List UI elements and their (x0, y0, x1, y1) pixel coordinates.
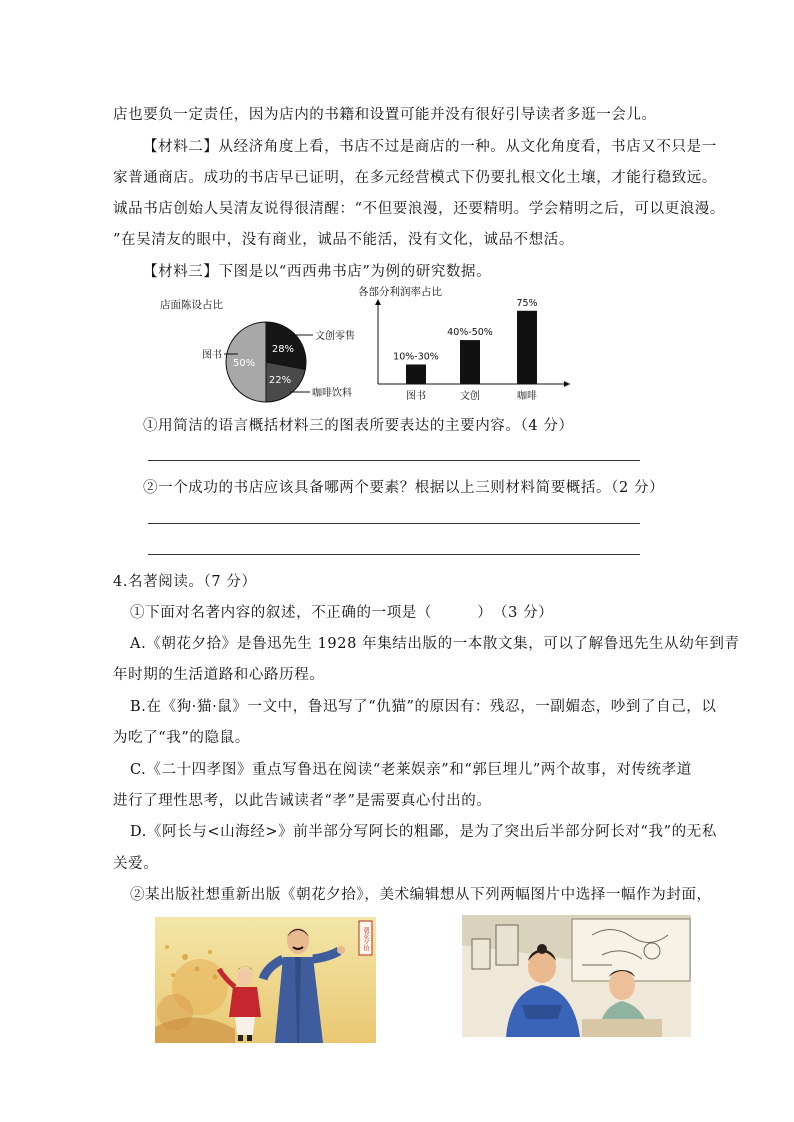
text-line: 诚品书店创始人吴清友说得很清醒：“不但要浪漫，还要精明。学会精明之后，可以更浪漫。 (113, 201, 726, 217)
material-three-line: 【材料三】下图是以“西西弗书店”为例的研究数据。 (143, 264, 492, 280)
section-4-question-1: ①下面对名著内容的叙述，不正确的一项是（ ） （3 分） (130, 605, 554, 621)
bar-1 (460, 340, 480, 384)
option-a: A.《朝花夕拾》是鲁迅先生 1928 年集结出版的一本散文集，可以了解鲁迅先生从幼年到青 (130, 636, 740, 652)
text-line: 店也要负一定责任，因为店内的书籍和设置可能并没有很好引导读者多逛一会儿。 (113, 107, 657, 123)
option-b: B.在《狗·猫·鼠》一文中，鲁迅写了“仇猫”的原因有：残忍，一副媚态，吵到了自己，以 (130, 699, 717, 715)
option-b-cont: 为吃了“我”的隐鼠。 (113, 730, 250, 746)
bar-0 (406, 364, 426, 384)
bar-chart (350, 283, 590, 408)
material-two-line: 【材料二】从经济角度上看，书店不过是商店的一种。从文化角度看，书店又不只是一 (143, 139, 717, 155)
text-line: ”在吴清友的眼中，没有商业，诚品不能活，没有文化，诚品不想活。 (113, 232, 575, 248)
section-4-question-2: ②某出版社想重新出版《朝花夕拾》，美术编辑想从下列两幅图片中选择一幅作为封面， (130, 887, 712, 903)
cover-illustration-left (155, 917, 376, 1043)
option-c: C.《二十四孝图》重点写鲁迅在阅读“老莱娱亲”和“郭巨埋儿”两个故事，对传统孝道 (130, 762, 692, 778)
section-4-title: 4.名著阅读。（7 分） (113, 574, 257, 590)
answer-line (148, 523, 640, 524)
bar-chart-title: 各部分利润率占比 (358, 286, 442, 298)
question-2: ②一个成功的书店应该具备哪两个要素？根据以上三则材料简要概括。（2 分） (143, 480, 665, 496)
option-a-cont: 年时期的生活道路和心路历程。 (113, 667, 325, 683)
text-line: 家普通商店。成功的书店早已证明，在多元经营模式下仍要扎根文化土壤，才能行稳致远。 (113, 170, 717, 186)
answer-line (148, 460, 640, 461)
option-c-cont: 进行了理性思考，以此告诫读者“孝”是需要真心付出的。 (113, 793, 492, 809)
pie-value-label: 22% (268, 374, 292, 386)
cover-illustration-right (462, 915, 691, 1037)
bar-value-label: 75% (516, 297, 538, 309)
bar-category-label: 图书 (406, 391, 426, 402)
pie-value-label: 28% (271, 343, 295, 355)
option-d: D.《阿长与<山海经>》前半部分写阿长的粗鄙，是为了突出后半部分阿长对“我”的无私 (130, 824, 717, 840)
pie-chart (150, 295, 370, 425)
question-1: ①用简洁的语言概括材料三的图表所要表达的主要内容。（4 分） (143, 418, 574, 434)
pie-category-label: 图书 (202, 350, 222, 361)
pie-value-label: 50% (232, 358, 256, 369)
bar-value-label: 10%-30% (393, 351, 439, 363)
cover-stamp-text: 朝花夕拾 (362, 927, 369, 951)
bar-value-label: 40%-50% (447, 327, 493, 339)
bar-category-label: 文创 (460, 391, 480, 402)
answer-line (148, 554, 640, 555)
pie-category-label: 文创零售 (315, 331, 355, 342)
bar-2 (517, 311, 537, 384)
option-d-cont: 关爱。 (113, 856, 159, 872)
bar-category-label: 咖啡 (517, 391, 537, 402)
pie-chart-title: 店面陈设占比 (160, 299, 223, 311)
pie-category-label: 咖啡饮料 (312, 388, 352, 399)
